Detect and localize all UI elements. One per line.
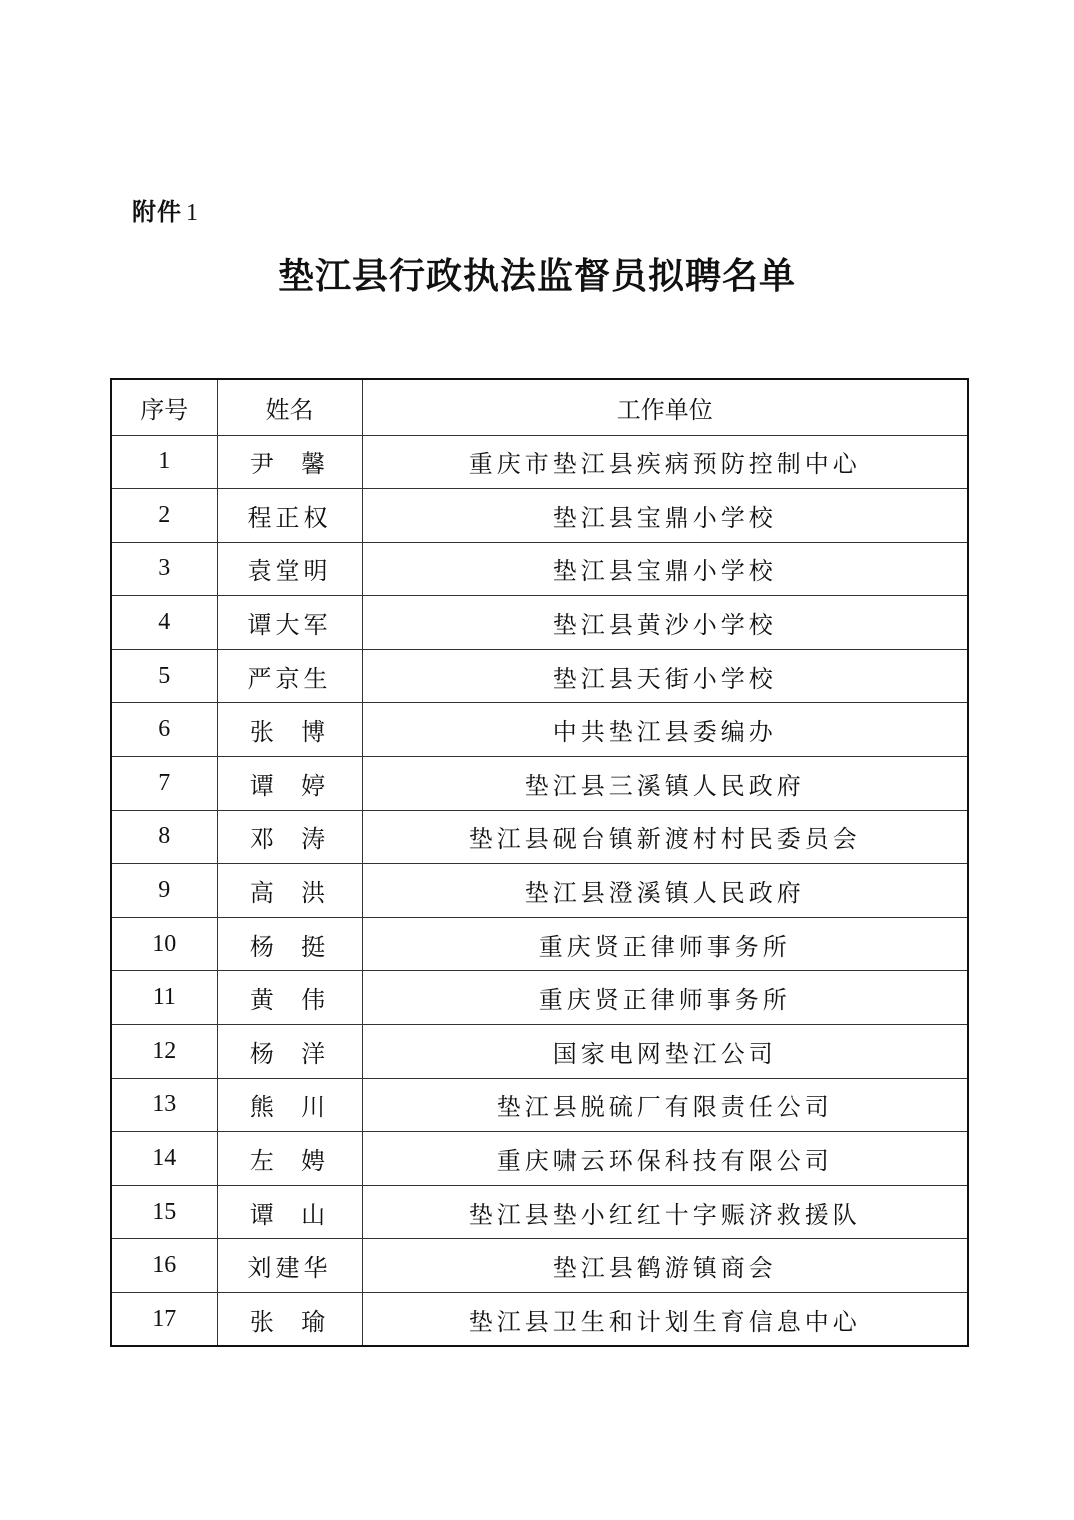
attachment-label [132,196,199,229]
row-index: 16 [111,1239,217,1293]
row-index: 6 [111,703,217,757]
attachment-number: 1 [186,200,199,226]
table-row [111,703,968,757]
row-name: 谭 婷 [217,757,362,811]
row-org: 重庆市垫江县疾病预防控制中心 [362,435,968,489]
table-body [111,435,968,1346]
row-index: 15 [111,1185,217,1239]
table-row [111,435,968,489]
table-header-row [111,379,968,435]
row-org: 垫江县卫生和计划生育信息中心 [362,1293,968,1347]
row-org: 中共垫江县委编办 [362,703,968,757]
row-name: 杨 洋 [217,1025,362,1079]
table-row [111,1239,968,1293]
row-name: 严京生 [217,649,362,703]
row-index: 8 [111,810,217,864]
row-org: 垫江县垫小红红十字赈济救援队 [362,1185,968,1239]
row-name: 邓 涛 [217,810,362,864]
row-org: 垫江县宝鼎小学校 [362,542,968,596]
table-row [111,1185,968,1239]
row-name: 刘建华 [217,1239,362,1293]
row-org: 垫江县砚台镇新渡村村民委员会 [362,810,968,864]
table-row [111,1132,968,1186]
row-name: 袁堂明 [217,542,362,596]
header-name: 姓名 [217,379,362,435]
row-index: 12 [111,1025,217,1079]
row-org: 垫江县宝鼎小学校 [362,489,968,543]
row-name: 高 洪 [217,864,362,918]
row-org: 重庆贤正律师事务所 [362,917,968,971]
table-row [111,864,968,918]
row-org: 垫江县脱硫厂有限责任公司 [362,1078,968,1132]
table-row [111,1293,968,1347]
table-row [111,1078,968,1132]
row-index: 14 [111,1132,217,1186]
table-row [111,810,968,864]
row-index: 4 [111,596,217,650]
row-index: 2 [111,489,217,543]
row-name: 谭大军 [217,596,362,650]
row-name: 尹 馨 [217,435,362,489]
row-org: 国家电网垫江公司 [362,1025,968,1079]
row-org: 垫江县天街小学校 [362,649,968,703]
table-row [111,542,968,596]
appointment-table [110,378,969,1347]
row-name: 熊 川 [217,1078,362,1132]
row-org: 垫江县黄沙小学校 [362,596,968,650]
header-index: 序号 [111,379,217,435]
row-name: 张 瑜 [217,1293,362,1347]
row-name: 左 娉 [217,1132,362,1186]
table-row [111,917,968,971]
row-index: 9 [111,864,217,918]
row-index: 10 [111,917,217,971]
row-name: 程正权 [217,489,362,543]
attachment-text: 附件 [132,198,182,226]
row-org: 垫江县鹤游镇商会 [362,1239,968,1293]
row-org: 重庆啸云环保科技有限公司 [362,1132,968,1186]
row-org: 垫江县三溪镇人民政府 [362,757,968,811]
row-index: 1 [111,435,217,489]
header-org: 工作单位 [362,379,968,435]
row-name: 张 博 [217,703,362,757]
table-row [111,971,968,1025]
row-index: 5 [111,649,217,703]
row-name: 黄 伟 [217,971,362,1025]
row-org: 重庆贤正律师事务所 [362,971,968,1025]
table-row [111,649,968,703]
document-title: 垫江县行政执法监督员拟聘名单 [277,255,796,297]
row-index: 13 [111,1078,217,1132]
row-name: 谭 山 [217,1185,362,1239]
row-index: 11 [111,971,217,1025]
table-row [111,596,968,650]
row-name: 杨 挺 [217,917,362,971]
row-index: 3 [111,542,217,596]
row-index: 17 [111,1293,217,1347]
table-row [111,757,968,811]
row-index: 7 [111,757,217,811]
table-row [111,1025,968,1079]
table-row [111,489,968,543]
row-org: 垫江县澄溪镇人民政府 [362,864,968,918]
